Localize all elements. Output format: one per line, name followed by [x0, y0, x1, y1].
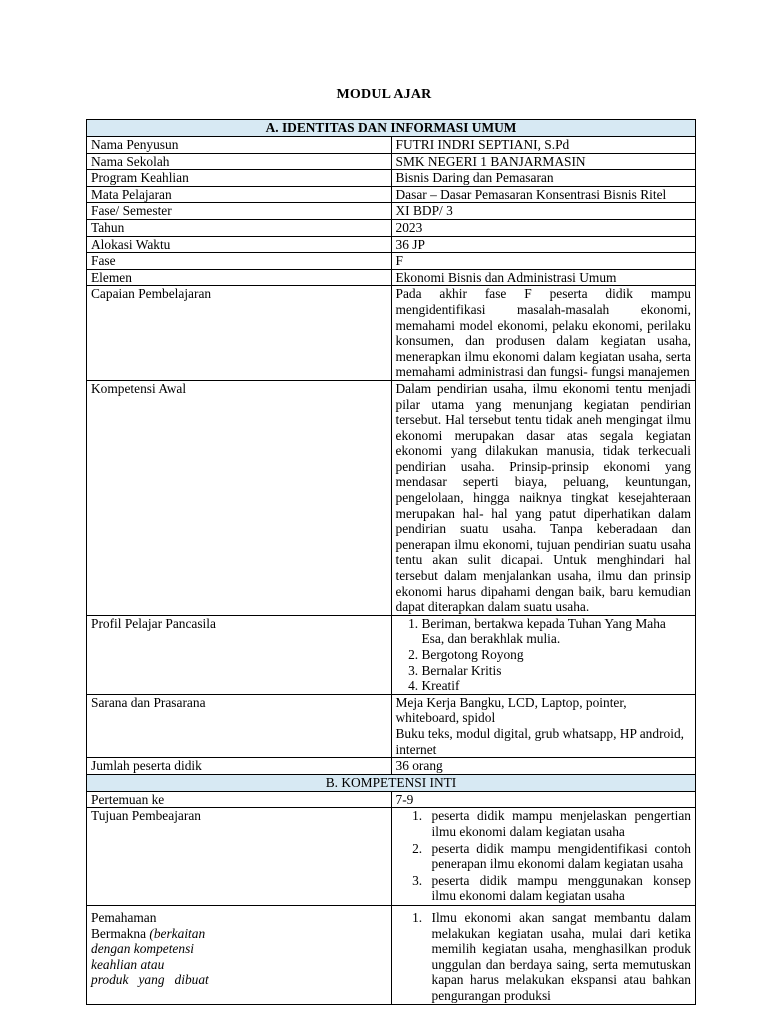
- table-row: [87, 808, 696, 906]
- table-row: [87, 615, 696, 694]
- row-label: Sarana dan Prasarana: [87, 694, 392, 757]
- list-item: 2. Bergotong Royong: [422, 647, 692, 663]
- row-value: Pada akhir fase F peserta didik mampu mengidentifikasi masalah-masalah ekonomi, memahami model ekonomi, pelaku ekonomi, perilaku konsumen, dan produsen dalam kegiatan usaha, menerapkan ilmu ekonomi dalam kegiatan usaha, serta memahami administrasi dan fungsi- fungsi manajemen: [391, 286, 696, 381]
- pemahaman-label-5: produk yang dibuat: [91, 972, 209, 988]
- row-value: Dasar – Dasar Pemasaran Konsentrasi Bisnis Ritel: [391, 186, 696, 203]
- row-value: XI BDP/ 3: [391, 203, 696, 220]
- row-label: Elemen: [87, 269, 392, 286]
- row-value: F: [391, 253, 696, 270]
- pemahaman-label-2-plain: Bermakna: [91, 925, 150, 941]
- document-title: MODUL AJAR: [336, 87, 432, 102]
- table-row: [87, 694, 696, 757]
- row-value: 7-9: [391, 791, 696, 808]
- pemahaman-label-1: Pemahaman: [91, 909, 157, 925]
- pemahaman-label-4: keahlian atau: [91, 956, 165, 972]
- list-item: 2. peserta didik mampu mengidentifikasi contoh penerapan ilmu ekonomi dalam kegiatan usaha: [426, 841, 692, 872]
- pemahaman-label-2: [91, 926, 387, 942]
- row-label: Jumlah peserta didik: [87, 758, 392, 775]
- pemahaman-list: [396, 910, 692, 1004]
- row-label: Alokasi Waktu: [87, 236, 392, 253]
- table-row: [87, 269, 696, 286]
- section-b-header: [87, 774, 696, 791]
- table-row: [87, 219, 696, 236]
- table-row: [87, 170, 696, 187]
- list-item: 3. peserta didik mampu menggunakan konsep ilmu ekonomi dalam kegiatan usaha: [426, 873, 692, 904]
- row-value: 36 JP: [391, 236, 696, 253]
- table-row: [87, 186, 696, 203]
- table-row: [87, 137, 696, 154]
- list-item: 4. Kreatif: [422, 678, 692, 694]
- row-label: Fase/ Semester: [87, 203, 392, 220]
- list-item: 3. Bernalar Kritis: [422, 663, 692, 679]
- row-value: Dalam pendirian usaha, ilmu ekonomi tentu menjadi pilar utama yang menunjang kegiatan pendirian tersebut. Hal tersebut tentu tidak aneh mengingat ilmu ekonomi merupakan dasar atas segala kegiatan ekonomi yang dilakukan manusia, tidak terkecuali pendirian usaha. Prinsip-prinsip ekonomi yang mendasar seperti biaya, peluang, keuntungan, pengelolaan, hingga naiknya tingkat kesejahteraan merupakan hal- hal yang patut diperhatikan dalam pendirian suatu usaha. Tanpa keberadaan dan penerapan ilmu ekonomi, tujuan pendirian suatu usaha tentu akan sulit dicapai. Untuk menghindari hal tersebut dalam menjalankan usaha, ilmu dan prinsip ekonomi harus dipahami dengan baik, baru kemudian dapat diterapkan dalam suatu usaha.: [391, 380, 696, 615]
- row-label: Program Keahlian: [87, 170, 392, 187]
- module-table: [86, 119, 696, 1005]
- sarana-line-2: Buku teks, modul digital, grub whatsapp, HP android, internet: [395, 725, 684, 757]
- table-row: [87, 380, 696, 615]
- row-label: Fase: [87, 253, 392, 270]
- row-label: Mata Pelajaran: [87, 186, 392, 203]
- row-label: Profil Pelajar Pancasila: [87, 615, 392, 694]
- row-label: Capaian Pembelajaran: [87, 286, 392, 381]
- row-value: SMK NEGERI 1 BANJARMASIN: [391, 153, 696, 170]
- table-row: [87, 758, 696, 775]
- pemahaman-label-2-italic: (berkaitan: [149, 925, 206, 941]
- table-row: [87, 153, 696, 170]
- row-value: 36 orang: [391, 758, 696, 775]
- sarana-line-1: Meja Kerja Bangku, LCD, Laptop, pointer, whiteboard, spidol: [395, 694, 627, 726]
- row-value: [391, 905, 696, 1005]
- row-value: [391, 615, 696, 694]
- row-label: Tujuan Pembeajaran: [87, 808, 392, 906]
- row-value: 2023: [391, 219, 696, 236]
- section-b-heading: B. KOMPETENSI INTI: [87, 774, 696, 791]
- section-a-heading: A. IDENTITAS DAN INFORMASI UMUM: [87, 120, 696, 137]
- row-value: Bisnis Daring dan Pemasaran: [391, 170, 696, 187]
- table-row: [87, 236, 696, 253]
- row-value: [391, 808, 696, 906]
- row-label: [87, 905, 392, 1005]
- row-value: [391, 694, 696, 757]
- table-row: [87, 791, 696, 808]
- row-value: FUTRI INDRI SEPTIANI, S.Pd: [391, 137, 696, 154]
- row-label: Tahun: [87, 219, 392, 236]
- list-item: 1. Beriman, bertakwa kepada Tuhan Yang Maha Esa, dan berakhlak mulia.: [422, 616, 692, 647]
- list-item: 1. Ilmu ekonomi akan sangat membantu dalam melakukan kegiatan usaha, mulai dari ketika memilih kegiatan usaha, menghasilkan produk unggulan dan berdaya saing, serta memutuskan kapan harus melakukan ekspansi atau bahkan pengurangan produksi: [426, 910, 692, 1004]
- table-row: [87, 286, 696, 381]
- pemahaman-label-3: dengan kompetensi: [91, 941, 195, 957]
- table-row: [87, 253, 696, 270]
- row-label: Nama Sekolah: [87, 153, 392, 170]
- section-a-header: [87, 120, 696, 137]
- row-label: Kompetensi Awal: [87, 380, 392, 615]
- profil-list: [396, 616, 692, 694]
- row-value: Ekonomi Bisnis dan Administrasi Umum: [391, 269, 696, 286]
- row-label: Pertemuan ke: [87, 791, 392, 808]
- list-item: 1. peserta didik mampu menjelaskan pengertian ilmu ekonomi dalam kegiatan usaha: [426, 808, 692, 839]
- row-label: Nama Penyusun: [87, 137, 392, 154]
- tujuan-list: [396, 808, 692, 904]
- table-row: [87, 905, 696, 1005]
- table-row: [87, 203, 696, 220]
